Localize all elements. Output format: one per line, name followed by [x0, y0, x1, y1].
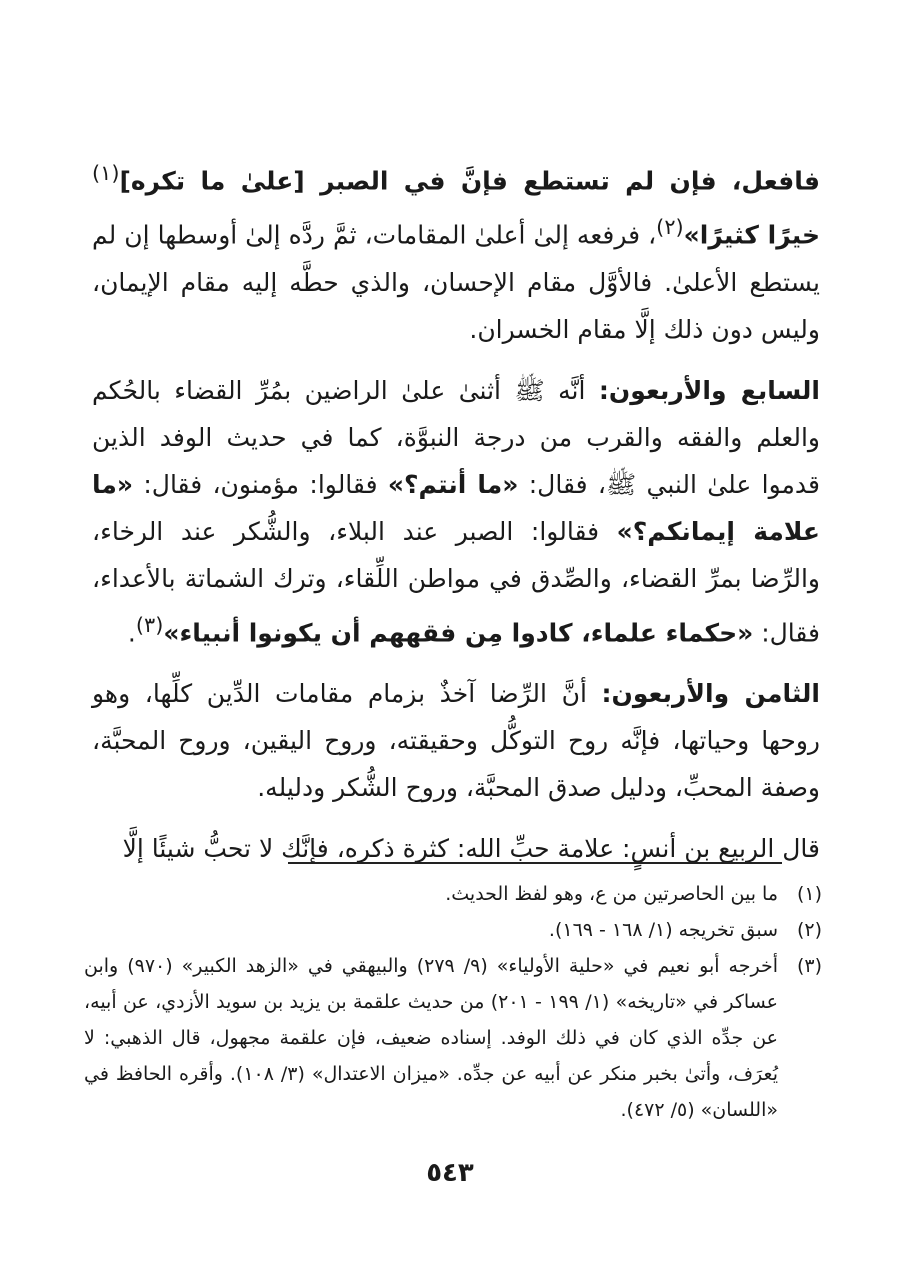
hadith-text-cont: خيرًا كثيرًا»	[683, 220, 820, 250]
footnote-2	[84, 912, 822, 948]
footnote-ref-1: (١)	[92, 161, 120, 185]
footnote-ref-3: (٣)	[135, 612, 164, 637]
paragraph-2-text-c: فقالوا: الصبر عند البلاء، والشُّكر عند الرخاء، والرِّضا بمرِّ القضاء، والصِّدق في مواطن اللِّقاء، وترك الشماتة بالأعداء، فقال:	[92, 516, 820, 647]
footnote-number: (١)	[796, 883, 822, 905]
quote-alamat-imanikum: «ما علامة إيمانكم؟»	[92, 469, 820, 546]
paragraph-3-text: أنَّ الرِّضا آخذٌ بزمام مقامات الدِّين كلِّها، وهو روحها وحياتها، فإنَّه روح التوكُّل وحقيقته، وروح اليقين، وروح المحبَّة، وصفة المحبِّ، ودليل صدق المحبَّة، وروح الشُّكر ودليله.	[92, 678, 820, 802]
hadith-text: فافعل، فإن لم تستطع فإنَّ في الصبر [علىٰ ما تكره]	[119, 166, 820, 196]
footnote-text: سبق تخريجه (١/ ١٦٨ - ١٦٩).	[548, 919, 778, 941]
footnote-3	[84, 948, 822, 1128]
footnotes	[84, 876, 822, 1128]
paragraph-2-text-a: أنَّه ﷺ أثنىٰ علىٰ الراضين بمُرِّ القضاء بالحُكم والعلم والفقه والقرب من درجة النبوَّة، كما في حديث الوفد الذين قدموا علىٰ النبي ﷺ، فقال:	[92, 375, 820, 499]
quote-ma-antum: «ما أنتم؟»	[387, 469, 519, 499]
paragraph-4-text: قال الربيع بن أنسٍ: علامة حبِّ الله: كثرة ذكره، فإنَّك لا تحبُّ شيئًا إلَّا	[122, 833, 820, 863]
paragraph-2-end: .	[127, 617, 136, 647]
footnote-ref-2: (٢)	[656, 215, 684, 240]
page-number: ٥٤٣	[426, 1158, 474, 1188]
footnote-separator	[288, 862, 782, 864]
paragraph-1-text: ، فرفعه إلىٰ أعلىٰ المقامات، ثمَّ ردَّه إلىٰ أوسطها إن لم يستطع الأعلىٰ. فالأوَّل مقام الإحسان، والذي حطَّه إليه مقام الإيمان، وليس دون ذلك إلَّا مقام الخسران.	[92, 220, 820, 344]
main-text	[92, 150, 820, 886]
paragraph-2-text-b: فقالوا: مؤمنون، فقال:	[133, 469, 388, 499]
paragraph-4	[92, 825, 820, 872]
paragraph-3	[92, 670, 820, 811]
section-heading-48: الثامن والأربعون:	[601, 678, 820, 708]
footnote-number: (٣)	[796, 955, 822, 977]
footnote-1	[84, 876, 822, 912]
quote-hukama: «حكماء علماء، كادوا مِن فقههم أن يكونوا أنبياء»	[163, 617, 754, 647]
footnote-number: (٢)	[796, 919, 822, 941]
footnote-text: ما بين الحاصرتين من ع، وهو لفظ الحديث.	[445, 883, 778, 905]
paragraph-1	[92, 150, 820, 353]
paragraph-2	[92, 367, 820, 656]
footnote-text: أخرجه أبو نعيم في «حلية الأولياء» (٩/ ٢٧٩) والبيهقي في «الزهد الكبير» (٩٧٠) وابن عساكر في «تاريخه» (١/ ١٩٩ - ٢٠١) من حديث علقمة بن يزيد بن سويد الأزدي، عن أبيه، عن جدِّه الذي كان في ذلك الوفد. إسناده ضعيف، فإن علقمة مجهول، قال الذهبي: لا يُعرَف، وأتىٰ بخبر منكر عن أبيه عن جدِّه. «ميزان الاعتدال» (٣/ ١٠٨). وأقره الحافظ في «اللسان» (٥/ ٤٧٢).	[84, 955, 778, 1121]
section-heading-47: السابع والأربعون:	[598, 375, 821, 405]
